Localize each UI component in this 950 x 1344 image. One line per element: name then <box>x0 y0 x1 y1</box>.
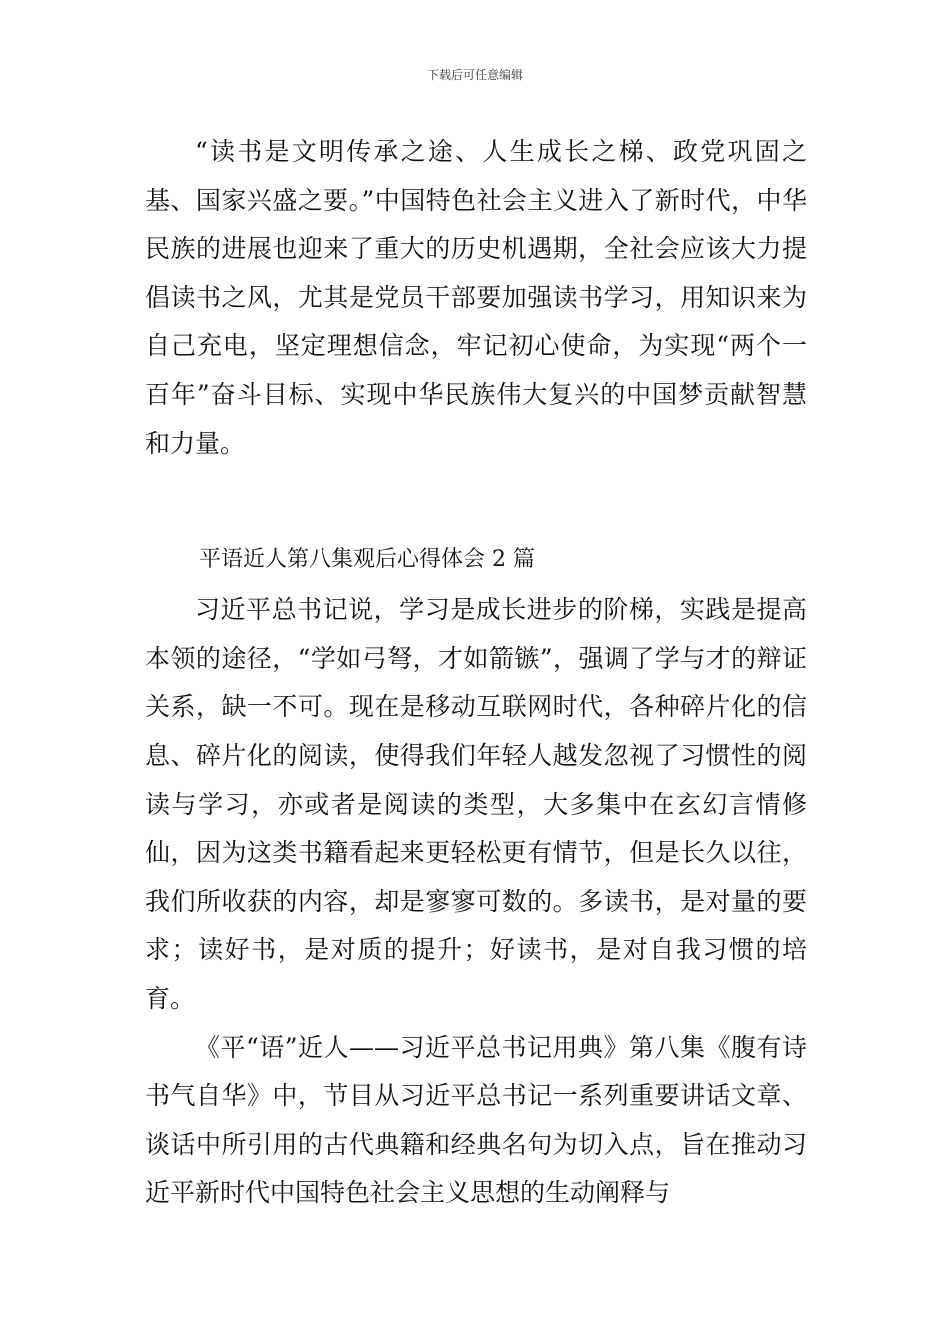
header-note: 下载后可任意编辑 <box>426 68 523 82</box>
section-title: 平语近人第八集观后心得体会 2 篇 <box>199 547 535 573</box>
document-body <box>145 128 807 1218</box>
paragraph-2: 《平“语”近人——习近平总书记用典》第八集《腹有诗书气自华》中，节目从习近平总书记一系列重要讲话文章、谈话中所引用的古代典籍和经典名句为切入点，旨在推动习近平新时代中国特色社会主义思想的生动阐释与 <box>145 1032 807 1208</box>
paragraph-intro: “读书是文明传承之途、人生成长之梯、政党巩固之基、国家兴盛之要。”中国特色社会主义进入了新时代，中华民族的进展也迎来了重大的历史机遇期，全社会应该大力提倡读书之风，尤其是党员干部要加强读书学习，用知识来为自己充电，坚定理想信念，牢记初心使命，为实现“两个一百年”奋斗目标、实现中华民族伟大复兴的中国梦贡献智慧和力量。 <box>145 137 807 458</box>
paragraph-1: 习近平总书记说，学习是成长进步的阶梯，实践是提高本领的途径，“学如弓弩，才如箭镞”，强调了学与才的辩证关系，缺一不可。现在是移动互联网时代，各种碎片化的信息、碎片化的阅读，使得我们年轻人越发忽视了习惯性的阅读与学习，亦或者是阅读的类型，大多集中在玄幻言情修仙，因为这类书籍看起来更轻松更有情节，但是长久以往，我们所收获的内容，却是寥寥可数的。多读书，是对量的要求；读好书，是对质的提升；好读书，是对自我习惯的培育。 <box>145 595 807 1013</box>
